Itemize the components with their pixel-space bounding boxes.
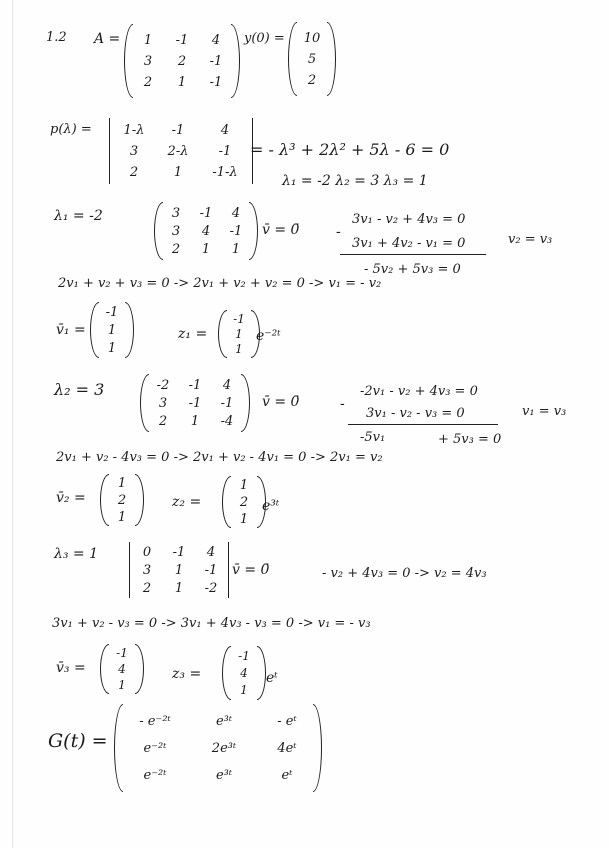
eig1-vector: -1 1 1	[90, 302, 134, 358]
eig2-vector: 1 2 1	[100, 474, 144, 526]
eig1-matrix: 3 -1 4 3 4 -1 2 1 1	[154, 202, 258, 260]
eig1-tail: v̄ = 0̄	[262, 222, 300, 238]
char-poly-result: = - λ³ + 2λ² + 5λ - 6 = 0	[250, 140, 450, 159]
fundamental-label: G(t) =	[48, 730, 108, 752]
eig1-vec-label: v̄₁ =	[56, 322, 86, 338]
eig2-side: v₁ = v₃	[522, 404, 567, 419]
char-poly-determinant: 1-λ -1 4 3 2-λ -1 2 1 -1-λ	[106, 118, 256, 184]
eig1-sum-rule	[340, 254, 486, 255]
eig2-eq1: -2v₁ - v₂ + 4v₃ = 0	[360, 384, 478, 399]
eig3-line: 3v₁ + v₂ - v₃ = 0 -> 3v₁ + 4v₃ - v₃ = 0 -> v₁ = - v₃	[52, 616, 371, 631]
eig1-eq1: 3v₁ - v₂ + 4v₃ = 0	[352, 212, 466, 227]
eig2-matrix: -2 -1 4 3 -1 -1 2 1 -4	[140, 374, 250, 432]
eig1-line: 2v₁ + v₂ + v₃ = 0 -> 2v₁ + v₂ + v₂ = 0 -> v₁ = - v₂	[58, 276, 382, 291]
eig3-z-exp: eᵗ	[266, 670, 278, 686]
matrix-a-label: A =	[94, 31, 121, 47]
eig3-matrix: 0 -1 4 3 1 -1 2 1 -2	[126, 542, 232, 598]
eig1-side: v₂ = v₃	[508, 232, 553, 247]
matrix-a: 1 -1 4 3 2 -1 2 1 -1	[124, 24, 240, 98]
eig2-sum-right: + 5v₃ = 0	[438, 432, 502, 447]
y0-label: y(0) =	[244, 31, 285, 46]
eig2-z-label: z₂ =	[172, 494, 202, 510]
eig1-z-vector: -1 1 1	[218, 310, 260, 358]
eig2-label: λ₂ = 3	[54, 380, 105, 399]
eig1-z-exp: e⁻²ᵗ	[256, 328, 281, 344]
eig2-z-vector: 1 2 1	[222, 476, 266, 528]
fundamental-matrix: - e⁻²ᵗ e³ᵗ - eᵗ e⁻²ᵗ 2e³ᵗ 4eᵗ e⁻²ᵗ e³ᵗ eᵗ	[114, 704, 322, 792]
eig3-vec-label: v̄₃ =	[56, 660, 86, 676]
eig1-z-label: z₁ =	[178, 326, 208, 342]
eig3-z-vector: -1 4 1	[222, 646, 266, 700]
eig3-z-label: z₃ =	[172, 666, 202, 682]
eig1-eq2: 3v₁ + 4v₂ - v₁ = 0	[352, 236, 466, 251]
eig1-label: λ₁ = -2	[54, 208, 103, 224]
eig2-tail: v̄ = 0̄	[262, 394, 300, 410]
eig3-label: λ₃ = 1	[54, 546, 99, 562]
margin-rule	[12, 0, 13, 848]
eig2-line: 2v₁ + v₂ - 4v₃ = 0 -> 2v₁ + v₂ - 4v₁ = 0 -> 2v₁ = v₂	[56, 450, 383, 465]
eig2-sum-rule	[348, 424, 498, 425]
eig2-sum-left: -5v₁	[360, 430, 386, 445]
char-poly-label: p(λ) =	[50, 122, 92, 137]
eig2-vec-label: v̄₂ =	[56, 490, 86, 506]
eig3-tail: v̄ = 0̄	[232, 562, 270, 578]
eig3-vector: -1 4 1	[100, 644, 144, 694]
eig2-eq2: 3v₁ - v₂ - v₃ = 0	[366, 406, 465, 421]
eig1-minus: -	[336, 224, 341, 240]
eig3-eq: - v₂ + 4v₃ = 0 -> v₂ = 4v₃	[322, 566, 487, 581]
eig2-minus: -	[340, 396, 345, 412]
eigenvalue-roots: λ₁ = -2 λ₂ = 3 λ₃ = 1	[282, 173, 428, 189]
eig2-z-exp: e³ᵗ	[262, 498, 280, 514]
y0-vector: 10 5 2	[288, 22, 336, 96]
problem-number: 1.2	[46, 30, 67, 45]
eig1-sum: - 5v₂ + 5v₃ = 0	[364, 262, 461, 277]
